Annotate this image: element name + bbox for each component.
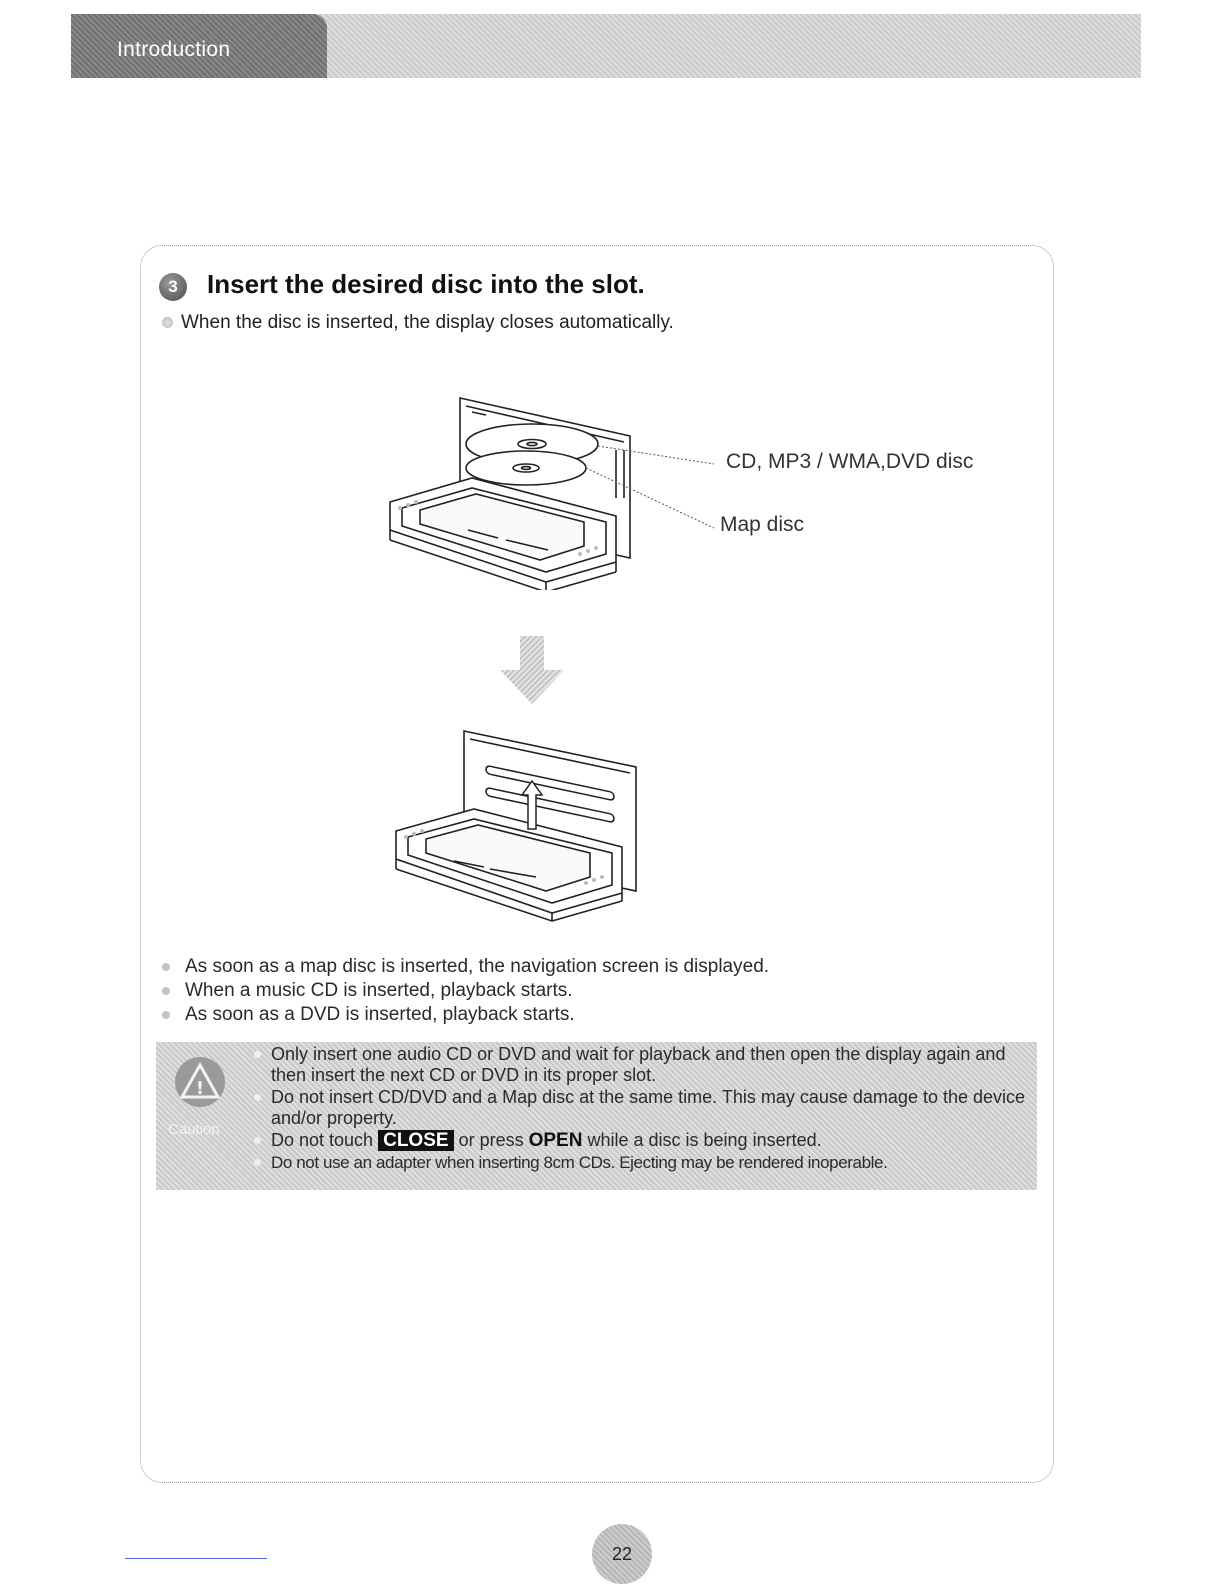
step-title: Insert the desired disc into the slot.	[207, 269, 645, 299]
intro-line	[162, 312, 674, 334]
bullet-icon	[254, 1159, 261, 1166]
list-item: As soon as a map disc is inserted, the navigation screen is displayed.	[162, 955, 769, 979]
list-item: When a music CD is inserted, playback starts.	[162, 979, 769, 1003]
page-number: 22	[611, 1544, 633, 1564]
callout-cd-dvd: CD, MP3 / WMA,DVD disc	[726, 450, 974, 473]
section-tab	[71, 14, 327, 78]
bullet-icon	[162, 963, 170, 971]
display-closing-illustration	[390, 725, 650, 925]
step-number-badge: 3	[159, 273, 187, 301]
svg-text:!: !	[195, 1078, 205, 1099]
bullet-icon	[254, 1137, 261, 1144]
list-item: Only insert one audio CD or DVD and wait for playback and then open the display again and then insert the next CD or DVD in its proper slot.	[254, 1044, 1034, 1086]
down-arrow-icon	[496, 636, 568, 706]
bullet-icon	[254, 1051, 261, 1058]
caution-label: Caution	[168, 1121, 220, 1138]
list-item: Do not insert CD/DVD and a Map disc at the same time. This may cause damage to the device and/or property.	[254, 1087, 1034, 1129]
insert-disc-illustration	[380, 390, 720, 590]
caution-list	[254, 1044, 1034, 1174]
intro-text: When the disc is inserted, the display closes automatically.	[181, 312, 674, 333]
footer-link-underline	[125, 1558, 267, 1559]
list-item: As soon as a DVD is inserted, playback starts.	[162, 1003, 769, 1027]
bullet-icon	[254, 1094, 261, 1101]
warning-icon	[174, 1056, 226, 1108]
notes-list	[162, 955, 769, 1027]
list-item: Do not touch CLOSE or press OPEN while a disc is being inserted.	[254, 1130, 1034, 1151]
close-key-label: CLOSE	[378, 1130, 453, 1151]
list-item: Do not use an adapter when inserting 8cm CDs. Ejecting may be rendered inoperable.	[254, 1152, 1034, 1173]
bullet-icon	[162, 317, 173, 328]
callout-map-disc: Map disc	[720, 513, 805, 536]
page-number-badge	[592, 1524, 652, 1584]
open-key-label: OPEN	[528, 1130, 583, 1151]
bullet-icon	[162, 1011, 170, 1019]
section-title: Introduction	[117, 38, 231, 61]
caution-box	[156, 1042, 1037, 1190]
bullet-icon	[162, 987, 170, 995]
